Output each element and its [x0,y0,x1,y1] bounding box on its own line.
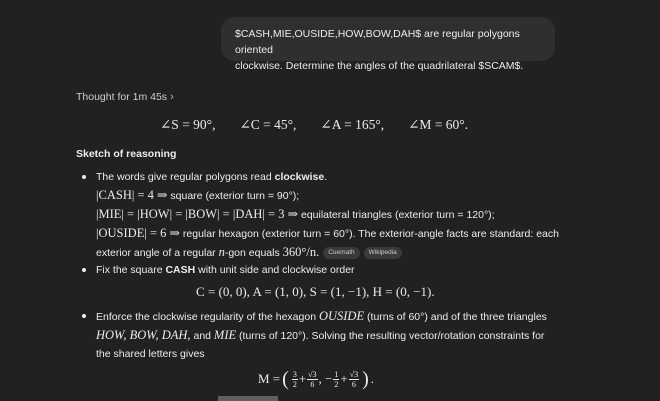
frac-num: √3 [308,369,317,379]
paren-open: ( [282,368,289,390]
frac-num: 1 [334,369,339,379]
bullet-text: . [324,171,328,183]
ext-text: exterior angle of a regular [96,247,219,259]
bullet-text: the shared letters gives [96,348,205,360]
plus-sign: + [298,371,307,386]
triangles-math: HOW, BOW, DAH, [96,328,191,342]
bullet-text: The words give regular polygons read [96,171,275,183]
ouside-math: |OUSIDE| = 6 ⇒ [96,226,180,240]
ext-text-2: -gon equals [224,247,283,259]
ext-n: n [218,245,225,259]
frac-den: 2 [334,379,339,389]
cash-math: |CASH| = 4 ⇒ [96,188,168,202]
angle-a: ∠A = 165°, [320,117,385,132]
frac-den: 6 [351,379,356,389]
bullet-bold: clockwise [274,171,325,183]
fraction [333,370,339,389]
plus-sign: + [340,371,348,386]
list-item [82,168,582,262]
m-coordinates-equation [258,369,374,389]
cut-off-text [218,396,278,401]
fraction [292,370,298,389]
section-title: Sketch of reasoning [76,148,177,160]
bullet-text: with unit side and clockwise order [195,264,355,276]
bullet-text: Enforce the clockwise regularity of the hexagon [96,311,319,323]
ouside-math: OUSIDE [318,309,365,323]
paren-close: ) [362,368,369,390]
bullet-bold: CASH [165,264,196,276]
source-chip-wikipedia[interactable]: Wikipedia [364,247,402,259]
user-message-line-1: $CASH,MIE,OUSIDE,HOW,BOW,DAH$ are regular polygons oriented [235,28,520,56]
bullet-text: (turns of 120°). Solving the resulting vector/rotation constraints for [236,330,545,342]
fraction [307,370,317,389]
square-coordinates-equation: C = (0, 0), A = (1, 0), S = (1, −1), H = (0, −1). [196,284,435,299]
eq-lhs: M = [258,371,281,386]
mie-text: equilateral triangles (exterior turn = 120°); [298,209,495,221]
frac-den: 2 [292,379,297,389]
thought-toggle[interactable] [76,91,174,103]
fraction [349,370,359,389]
user-message-line-2: clockwise. Determine the angles of the quadrilateral $SCAM$. [235,60,524,72]
bullet-text: Fix the square [96,264,166,276]
angle-s: ∠S = 90°, [160,117,216,132]
user-message-bubble [221,17,555,72]
thought-label: Thought for 1m 45s [76,91,168,103]
list-item [82,261,582,279]
bullet-text: and [190,330,214,342]
angle-c: ∠C = 45°, [239,117,297,132]
comma-minus: , − [318,371,333,386]
mie-math: MIE [213,328,237,342]
period: . [370,371,375,386]
frac-den: 6 [310,379,315,389]
bullet-text: (turns of 60°) and of the three triangles [364,311,547,323]
source-chip-cuemath[interactable]: Cuemath [323,247,359,259]
mie-math: |MIE| = |HOW| = |BOW| = |DAH| = 3 ⇒ [96,207,299,221]
list-item [82,307,582,363]
ouside-text: regular hexagon (exterior turn = 60°). The exterior-angle facts are standard: each [179,228,559,240]
frac-num: 3 [292,369,297,379]
cash-text: square (exterior turn = 90°); [167,190,300,202]
chevron-right-icon: › [170,91,174,103]
frac-num: √3 [349,369,359,379]
answer-angles [160,117,468,133]
angle-m: ∠M = 60°. [408,117,469,132]
ext-math: 360°/n. [282,245,320,259]
